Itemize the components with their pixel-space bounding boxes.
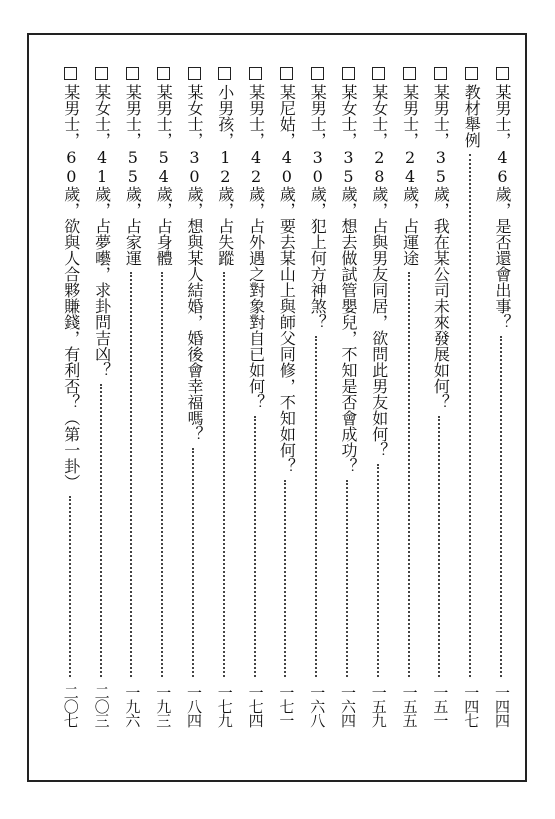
- toc-entry-page: 一五九: [369, 685, 388, 727]
- toc-entry-title: [275, 67, 297, 474]
- toc-entry[interactable]: [304, 35, 330, 780]
- toc-entry-page: 一五一: [431, 685, 450, 727]
- leader-dots: [161, 272, 163, 677]
- toc-entry-page: 一四七: [462, 685, 481, 727]
- toc-entry-label: 教材舉例: [462, 84, 482, 148]
- toc-entry-title: [306, 67, 328, 330]
- leader-dots: [284, 480, 286, 677]
- toc-entry-page: 二〇三: [92, 685, 111, 727]
- toc-entry-label: 某男士，24歲，占運途: [400, 84, 420, 266]
- toc-entry[interactable]: [212, 35, 238, 780]
- leader-dots: [408, 272, 410, 677]
- leader-dots: [100, 384, 102, 677]
- toc-entry-label: 小男孩，12歲，占失蹤: [215, 84, 235, 266]
- checkbox-icon: [188, 67, 201, 80]
- leader-dots: [346, 480, 348, 677]
- toc-entry[interactable]: [273, 35, 299, 780]
- toc-entry-title: [214, 67, 236, 266]
- toc-entry-label: 某男士，55歲，占家運: [123, 84, 143, 266]
- toc-entry-title: [429, 67, 451, 410]
- toc-entry-page: 一七九: [215, 685, 234, 727]
- checkbox-icon: [64, 67, 77, 80]
- toc-entry-page: 一七四: [246, 685, 265, 727]
- leader-dots: [315, 336, 317, 677]
- checkbox-icon: [465, 67, 478, 80]
- toc-entry[interactable]: [366, 35, 392, 780]
- toc-entry-label: 某男士，35歲，我在某公司未來發展如何？: [431, 84, 451, 410]
- toc-entry-title: [152, 67, 174, 266]
- checkbox-icon: [126, 67, 139, 80]
- toc-entry-title: [399, 67, 421, 266]
- toc-entry-page: 二〇七: [61, 685, 80, 727]
- leader-dots: [500, 336, 502, 677]
- toc-entry-title: [121, 67, 143, 266]
- toc-entry-page: 一六四: [339, 685, 357, 727]
- table-of-contents: [29, 35, 525, 780]
- toc-entry-title: [491, 67, 513, 330]
- checkbox-icon: [249, 67, 262, 80]
- checkbox-icon: [95, 67, 108, 80]
- toc-entry-title: [91, 67, 113, 378]
- checkbox-icon: [280, 67, 293, 80]
- leader-dots: [469, 154, 471, 677]
- toc-entry[interactable]: [397, 35, 423, 780]
- toc-entry-title: [183, 67, 205, 442]
- checkbox-icon: [496, 67, 509, 80]
- checkbox-icon: [342, 67, 355, 80]
- page-frame: [27, 33, 527, 782]
- toc-entry[interactable]: [181, 35, 207, 780]
- leader-dots: [223, 272, 225, 677]
- checkbox-icon: [434, 67, 447, 80]
- leader-dots: [69, 496, 71, 677]
- toc-entry-label: 某女士，30歲，想與某人結婚，婚後會幸福嗎？: [185, 84, 204, 442]
- toc-entry-title: [337, 67, 359, 474]
- toc-entry-title: [460, 67, 482, 148]
- toc-entry[interactable]: [458, 35, 484, 780]
- leader-dots: [192, 448, 194, 677]
- toc-entry-page: 一五五: [400, 685, 419, 727]
- toc-entry-page: 一九六: [123, 685, 142, 727]
- toc-entry-title: [60, 67, 82, 490]
- leader-dots: [377, 464, 379, 677]
- checkbox-icon: [157, 67, 170, 80]
- toc-entry-label: 某男士，60歲，欲與人合夥賺錢，有利否？（第一卦）: [61, 84, 81, 490]
- checkbox-icon: [218, 67, 231, 80]
- toc-entry[interactable]: [150, 35, 176, 780]
- toc-entry-label: 某男士，42歲，占外遇之對象對自已如何？: [246, 84, 266, 410]
- toc-entry-page: 一七一: [277, 685, 296, 727]
- checkbox-icon: [311, 67, 324, 80]
- toc-entry-label: 某女士，35歲，想去做試管嬰兒，不知是否會成功？: [339, 84, 358, 474]
- toc-entry[interactable]: [89, 35, 115, 780]
- toc-entry-label: 某女士，41歲，占夢囈，求卦問吉凶？: [92, 84, 112, 378]
- toc-entry[interactable]: [335, 35, 361, 780]
- toc-entry-label: 某女士，28歲，占與男友同居，欲問此男友如何？: [369, 84, 389, 458]
- checkbox-icon: [372, 67, 385, 80]
- toc-entry-label: 某男士，46歲，是否還會出事？: [493, 84, 512, 330]
- toc-entry[interactable]: [427, 35, 453, 780]
- toc-entry-page: 一四四: [493, 685, 511, 727]
- toc-entry-page: 一六八: [308, 685, 327, 727]
- toc-entry-page: 一八四: [185, 685, 203, 727]
- checkbox-icon: [403, 67, 416, 80]
- leader-dots: [254, 416, 256, 677]
- toc-entry-label: 某男士，30歲，犯上何方神煞？: [308, 84, 328, 330]
- leader-dots: [130, 272, 132, 677]
- toc-entry[interactable]: [243, 35, 269, 780]
- toc-entry-label: 某男士，54歲，占身體: [154, 84, 174, 266]
- toc-entry-title: [368, 67, 390, 458]
- toc-entry-label: 某尼姑，40歲，要去某山上與師父同修，不知如何？: [277, 84, 297, 474]
- toc-entry[interactable]: [58, 35, 84, 780]
- toc-entry-page: 一九三: [154, 685, 173, 727]
- toc-entry[interactable]: [489, 35, 515, 780]
- toc-entry-title: [245, 67, 267, 410]
- toc-entry[interactable]: [119, 35, 145, 780]
- leader-dots: [438, 416, 440, 677]
